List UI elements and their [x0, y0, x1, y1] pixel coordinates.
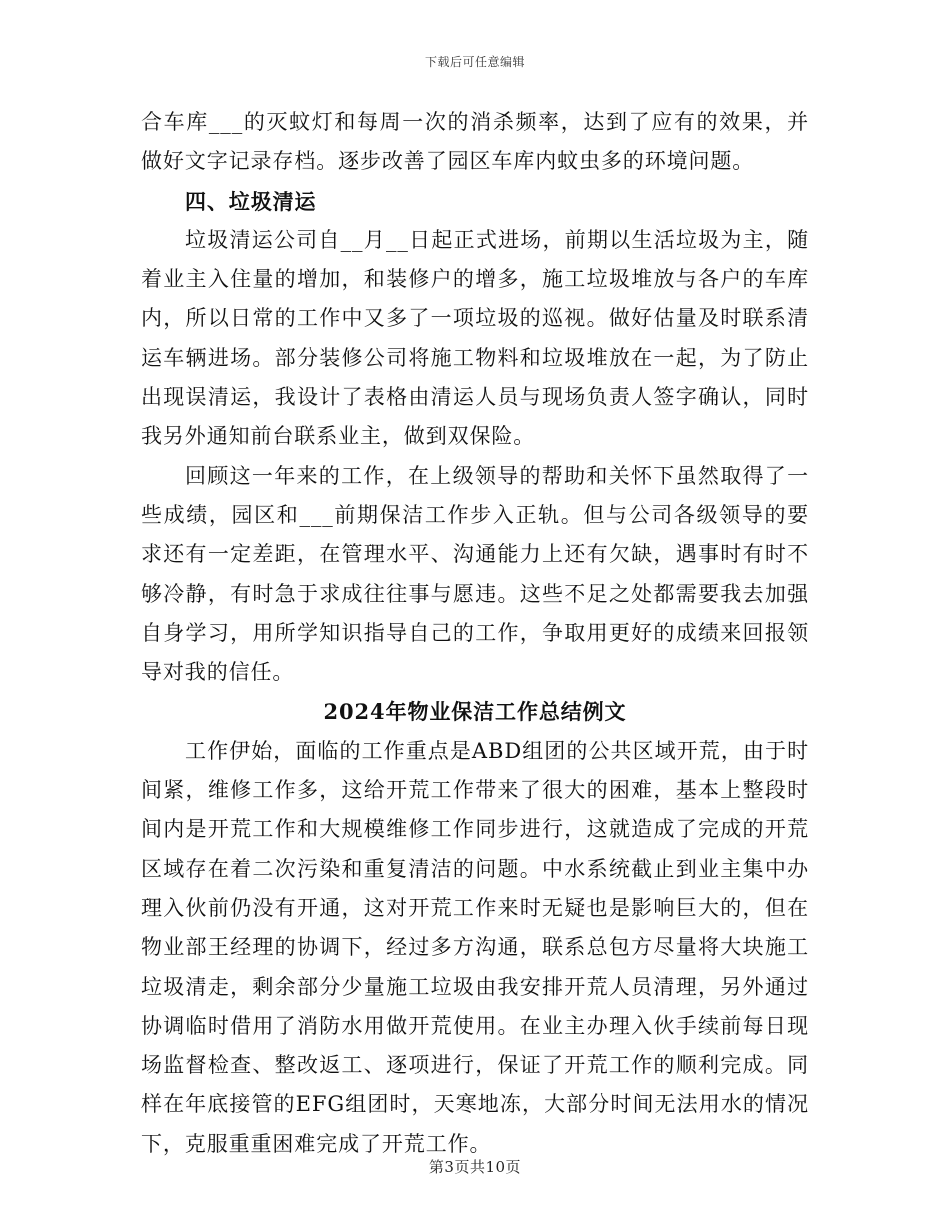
body-paragraph: 合车库___的灭蚊灯和每周一次的消杀频率，达到了应有的效果，并做好文字记录存档。逐步改善了园区车库内蚊虫多的环境问题。 — [141, 110, 809, 174]
document-body — [141, 103, 809, 1164]
page-header: 下载后可任意编辑 — [424, 55, 525, 69]
section-heading: 四、垃圾清运 — [185, 188, 317, 214]
body-paragraph: 回顾这一年来的工作，在上级领导的帮助和关怀下虽然取得了一些成绩，园区和___前期保洁工作步入正轨。但与公司各级领导的要求还有一定差距，在管理水平、沟通能力上还有欠缺，遇事时有时不够冷静，有时急于求成往往事与愿违。这些不足之处都需要我去加强自身学习，用所学知识指导自己的工作，争取用更好的成绩来回报领导对我的信任。 — [141, 463, 809, 685]
page-number: 第3页共10页 — [428, 1158, 522, 1176]
body-paragraph: 垃圾清运公司自__月__日起正式进场，前期以生活垃圾为主，随着业主入住量的增加，和装修户的增多，施工垃圾堆放与各户的车库内，所以日常的工作中又多了一项垃圾的巡视。做好估量及时联系清运车辆进场。部分装修公司将施工物料和垃圾堆放在一起，为了防止出现误清运，我设计了表格由清运人员与现场负责人签字确认，同时我另外通知前台联系业主，做到双保险。 — [141, 227, 809, 449]
document-title: 2024年物业保洁工作总结例文 — [323, 699, 627, 725]
body-paragraph: 工作伊始，面临的工作重点是ABD组团的公共区域开荒，由于时间紧，维修工作多，这给开荒工作带来了很大的困难，基本上整段时间内是开荒工作和大规模维修工作同步进行，这就造成了完成的开荒区域存在着二次污染和重复清洁的问题。中水系统截止到业主集中办理入伙前仍没有开通，这对开荒工作来时无疑也是影响巨大的，但在物业部王经理的协调下，经过多方沟通，联系总包方尽量将大块施工垃圾清走，剩余部分少量施工垃圾由我安排开荒人员清理，另外通过协调临时借用了消防水用做开荒使用。在业主办理入伙手续前每日现场监督检查、整改返工、逐项进行，保证了开荒工作的顺利完成。同样在年底接管的EFG组团时，天寒地冻，大部分时间无法用水的情况下，克服重重困难完成了开荒工作。 — [141, 738, 809, 1156]
